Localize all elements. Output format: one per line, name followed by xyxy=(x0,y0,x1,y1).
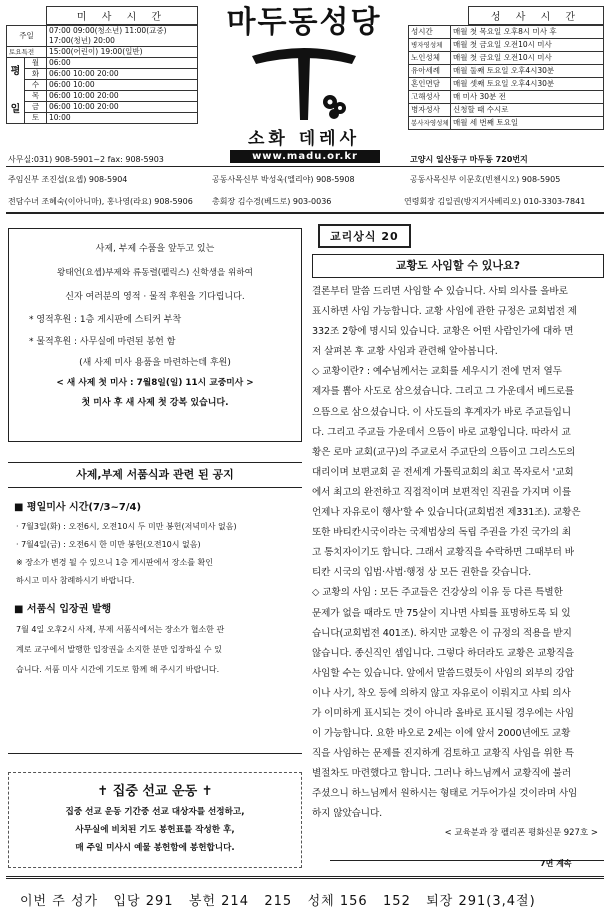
schedule-day: 주일 xyxy=(7,26,47,47)
sacrament-name: 유아세례 xyxy=(409,65,451,78)
schedule-times: 06:00 xyxy=(47,58,198,69)
ordination-notice xyxy=(8,462,302,754)
sacrament-time: 신청할 때 수시로 xyxy=(451,104,604,117)
weekday-label: 평 일 xyxy=(7,58,25,124)
article-line: ◇ 교황이란? : 예수님께서는 교회를 세우시기 전에 먼저 열두 xyxy=(312,366,562,378)
schedule-times: 06:00 10:00 20:00 xyxy=(47,91,198,102)
article-line: 이 가능합니다. 요한 바오로 2세는 이에 앞서 2000년에도 교황 xyxy=(312,728,571,740)
article-line: 습니다(교회법전 401조). 하지만 교황은 이 규정의 적용을 받지 xyxy=(312,627,572,639)
article-line: 또한 바티칸시국이라는 국제법상의 독립 주권을 가진 국가의 최 xyxy=(312,527,572,539)
notice-line: 계로 교구에서 발행한 입장권을 소지한 분만 입장하실 수 있 xyxy=(16,645,222,654)
parish-subtitle: 소화 데레사 xyxy=(247,129,361,149)
notice-line: 7월 4일 오후2시 사제, 부제 서품식에서는 장소가 협소한 관 xyxy=(16,625,225,634)
ordination-notice-title: 사제,부제 서품식과 관련 된 공지 xyxy=(76,468,234,481)
staff-line1-c: 공동사목신부 이문호(빈첸시오) 908-5905 xyxy=(410,175,561,184)
mass-schedule-table xyxy=(6,25,198,124)
sacrament-schedule xyxy=(408,6,604,130)
article-line: 직을 사임하는 문제를 진지하게 검토하고 교황직 사임을 위한 특 xyxy=(312,748,574,760)
parish-logo xyxy=(200,6,408,166)
notice-line: 습니다. 서품 미사 시간에 기도로 함께 해 주시기 바랍니다. xyxy=(16,665,220,674)
sacrament-time: 매월 첫 금요일 오전10시 미사 xyxy=(451,39,604,52)
schedule-times: 07:00 09:00(청소년) 11:00(교중) 17:00(청년) 20:00 xyxy=(47,26,198,47)
first-mass-notice: < 새 사제 첫 미사 : 7월8일(일) 11시 교중미사 > xyxy=(56,378,254,388)
article-line: 하지 않았습니다. xyxy=(312,808,383,820)
notice-line: 사무실에 비치된 기도 봉헌표를 작성한 후, xyxy=(75,825,235,835)
website-url[interactable]: www.madu.or.kr xyxy=(230,150,380,163)
article-line: 결론부터 말씀 드리면 사임할 수 있습니다. 사퇴 의사를 올바로 xyxy=(312,286,568,297)
article-body xyxy=(312,282,604,825)
article-headline: 교황도 사임할 수 있나요? xyxy=(312,254,604,278)
staff-line1-b: 공동사목신부 박성욱(엘리야) 908-5908 xyxy=(212,175,355,184)
mass-schedule xyxy=(6,6,198,124)
sacrament-time: 매월 첫 금요일 오전10시 미사 xyxy=(451,52,604,65)
parish-address: 고양시 일산동구 마두동 720번지 xyxy=(410,155,528,164)
notice-line: 매 주일 미사시 예물 봉헌함에 봉헌합니다. xyxy=(75,843,235,853)
article-line: 에서 최고의 완전하고 직접적이며 보편적인 직권을 가지며 이를 xyxy=(312,486,572,498)
staff-line2-b: 총회장 김수경(베드로) 903-0036 xyxy=(212,197,332,206)
notice-line: 하시고 미사 참례하시기 바랍니다. xyxy=(16,576,135,585)
ticket-heading: ■ 서품식 입장권 발행 xyxy=(14,604,112,615)
material-support-note: (새 사제 미사 용품을 마련하는데 후원) xyxy=(79,358,231,368)
notice-line: · 7월4일(금) : 오전6시 한 미만 봉헌(오전10시 없음) xyxy=(16,540,201,549)
article-line: 이나 사기, 착오 등에 의하지 않고 자유로이 이뤄지고 사퇴 의사 xyxy=(312,687,571,699)
article-line: 사임할 수는 있습니다. 앞에서 말씀드렸듯이 사임의 외부의 강압 xyxy=(312,667,574,679)
article-line: 별절차도 마련했다고 합니다. 그러나 하느님께서 교황직에 불러 xyxy=(312,768,572,780)
article-line: 332조 2항에 명시되 있습니다. 교황은 어떤 사람인가에 대하 면 xyxy=(312,326,574,338)
schedule-times: 06:00 10:00 20:00 xyxy=(47,69,198,80)
schedule-times: 06:00 10:00 xyxy=(47,80,198,91)
article-line: ◇ 교황의 사임 : 모든 주교들은 건강상의 이유 등 다른 특별한 xyxy=(312,587,563,599)
schedule-day: 금 xyxy=(25,102,47,113)
article-line: 다. 그리고 주교들 가운데서 으뜸이 바로 교황입니다. 따라서 교 xyxy=(312,426,571,438)
first-blessing-notice: 첫 미사 후 새 사제 첫 강복 있습니다. xyxy=(81,398,229,408)
article-line: 대리이며 보편교회 곧 전세계 가톨릭교회의 최고 목자로서 '교회 xyxy=(312,466,574,478)
article-line: 제자를 뽑아 사도로 삼으셨습니다. 그리고 그 가운데서 베드로를 xyxy=(312,386,574,398)
article-source: < 교육분과 장 펠리폰 평화신문 927호 > xyxy=(444,827,598,838)
sacrament-schedule-title: 성 사 시 간 xyxy=(468,6,604,25)
schedule-day: 토 xyxy=(25,113,47,124)
article-line: 주셨으니 하느님께서 원하시는 형태로 거두어가실 것이라며 사임 xyxy=(312,788,578,800)
sacrament-time: 매월 둘째 토요일 오후4시30분 xyxy=(451,65,604,78)
sacrament-name: 성시간 xyxy=(409,26,451,39)
sacrament-name: 병자성사 xyxy=(409,104,451,117)
schedule-times: 06:00 10:00 20:00 xyxy=(47,102,198,113)
notice-line: 사제, 부제 수품을 앞두고 있는 xyxy=(95,244,215,254)
article-line: 티칸 시국의 입법·사법·행정 상 모든 권한을 갖습니다. xyxy=(312,567,532,579)
staff-line2-a: 전담수녀 조혜숙(이아니마), 홍나영(라요) 908-5906 xyxy=(8,197,193,206)
cross-rose-icon xyxy=(244,42,364,122)
article-line: 으뜸으로 삼으셨습니다. 이 사도들의 후계자가 바로 주교들입니 xyxy=(312,406,572,418)
sacrament-time: 매 미사 30분 전 xyxy=(451,91,604,104)
contacts-divider xyxy=(6,212,604,214)
article-line: 문제가 없을 때라도 만 75살이 지나면 사퇴를 표명하도록 되 있 xyxy=(312,607,571,619)
schedule-day: 목 xyxy=(25,91,47,102)
sacrament-time: 매월 셋째 토요일 오후4시30분 xyxy=(451,78,604,91)
sacrament-table xyxy=(408,25,604,130)
schedule-day: 화 xyxy=(25,69,47,80)
material-support: * 물적후원 : 사무실에 마련된 봉헌 함 xyxy=(29,337,176,347)
staff-line1-a: 주임신부 조진섭(요셉) 908-5904 xyxy=(8,175,128,184)
sacrament-name: 고해성사 xyxy=(409,91,451,104)
article-tag: 교리상식 20 xyxy=(318,224,411,248)
article-line: 가 이미하게 표시되는 것이 아니라 올바로 표시될 경우에는 사임 xyxy=(312,707,574,719)
schedule-times: 10:00 xyxy=(47,113,198,124)
spiritual-support: * 영적후원 : 1층 게시판에 스티커 부착 xyxy=(29,315,182,325)
schedule-day: 월 xyxy=(25,58,47,69)
article-line: 황은 로마 교회(교구)의 주교로서 주교단의 으뜸이고 그리스도의 xyxy=(312,446,576,458)
article-line: 고 통치자이기도 합니다. 그래서 교황직을 수락하면 그때부터 바 xyxy=(312,547,574,559)
doctrine-article xyxy=(312,224,604,841)
schedule-day: 수 xyxy=(25,80,47,91)
sacrament-time: 매월 세 번째 토요일 xyxy=(451,117,604,130)
parish-name: 마두동성당 xyxy=(226,5,382,40)
notice-line: 집중 선교 운동 기간중 선교 대상자를 선정하고, xyxy=(65,807,245,817)
footer-divider xyxy=(6,876,604,879)
sacrament-name: 병자영성체 xyxy=(409,39,451,52)
schedule-day: 토요특전 xyxy=(7,47,47,58)
sacrament-time: 매월 첫 목요일 오후8시 미사 후 xyxy=(451,26,604,39)
continue-note: 7면 계속 xyxy=(540,859,572,868)
weekday-mass-heading: ■ 평일미사 시간(7/3~7/4) xyxy=(14,502,142,513)
mission-campaign-notice xyxy=(8,772,302,868)
article-line: 표시하면 사임 가능합니다. 교황 사임에 관한 규정은 교회법전 제 xyxy=(312,306,577,318)
notice-line: ※ 장소가 변경 될 수 있으니 1층 게시판에서 장소를 확인 xyxy=(16,558,213,567)
notice-line: 왕태언(요셉)부제와 류동렬(펠릭스) 신학생을 위하여 xyxy=(57,268,253,278)
hymn-numbers: 이번 주 성가 입당 291 봉헌 214 215 성체 156 152 퇴장 291(3,4절) xyxy=(20,894,536,909)
mission-campaign-title: ✝ 집중 선교 운동 ✝ xyxy=(97,784,213,799)
sacrament-name: 노인성체 xyxy=(409,52,451,65)
sacrament-name: 혼인면담 xyxy=(409,78,451,91)
header-divider xyxy=(6,166,604,167)
sacrament-name: 봉사자영성체 xyxy=(409,117,451,130)
article-line: 언제나 자유로이 행사'할 수 있습니다(교회법전 제331조). 교황은 xyxy=(312,507,581,519)
ordination-support-notice xyxy=(8,228,302,442)
article-line: 않습니다. 종신직인 셈입니다. 그렇다 하더라도 교황은 교황직을 xyxy=(312,647,574,659)
notice-line: 신자 여러분의 영적 · 물적 후원을 기다립니다. xyxy=(65,292,245,302)
office-contact: 사무실:031) 908-5901~2 fax: 908-5903 xyxy=(8,155,164,164)
mass-schedule-title: 미 사 시 간 xyxy=(46,6,198,25)
schedule-times: 15:00(어린이) 19:00(일반) xyxy=(47,47,198,58)
article-line: 저 살펴본 후 교황 사임과 관련해 알아봅니다. xyxy=(312,346,498,358)
staff-line2-c: 연령회장 김일권(방지거사베리오) 010-3303-7841 xyxy=(404,197,586,206)
notice-line: · 7월3일(화) : 오전6시, 오전10시 두 미만 봉헌(저녁미사 없음) xyxy=(16,522,237,531)
